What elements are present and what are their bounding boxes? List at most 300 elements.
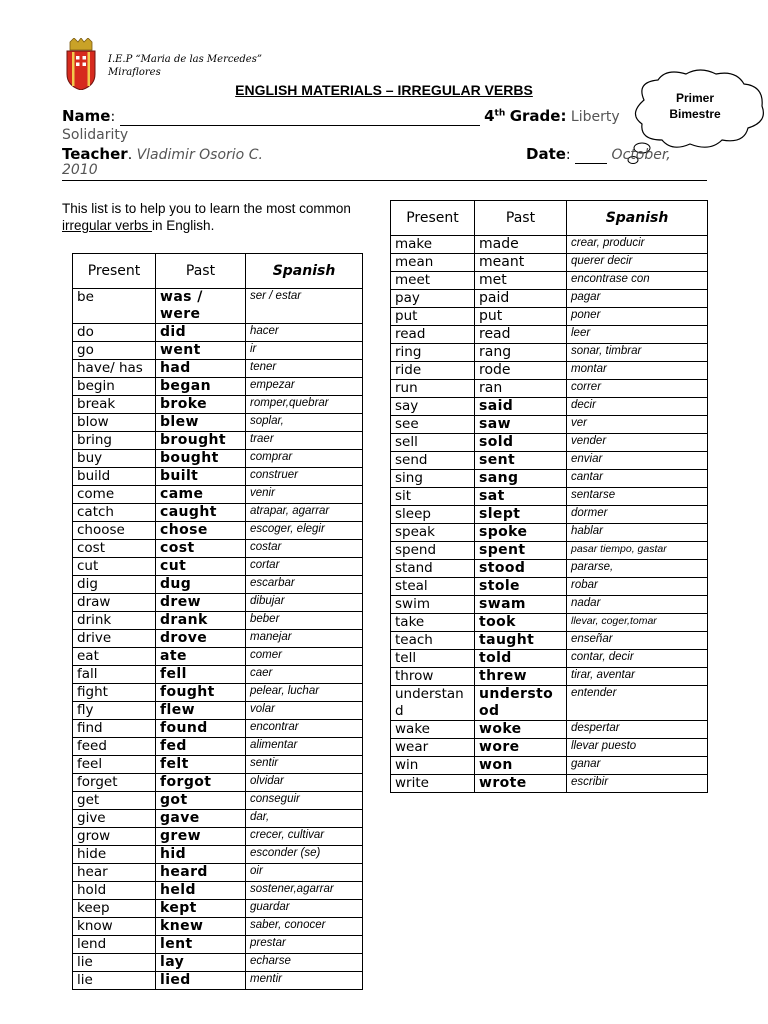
- present-cell: keep: [73, 900, 156, 918]
- past-cell: saw: [475, 416, 567, 434]
- table-row: [73, 289, 363, 324]
- past-cell: lay: [156, 954, 246, 972]
- spanish-cell: saber, conocer: [246, 918, 363, 936]
- header-divider: [62, 180, 707, 181]
- past-cell: heard: [156, 864, 246, 882]
- past-cell: read: [475, 326, 567, 344]
- table-row: [391, 362, 708, 380]
- table-row: [391, 344, 708, 362]
- table-row: [73, 918, 363, 936]
- spanish-cell: correr: [567, 380, 708, 398]
- spanish-cell: tirar, aventar: [567, 668, 708, 686]
- table-row: [73, 576, 363, 594]
- table-row: [73, 900, 363, 918]
- spanish-cell: echarse: [246, 954, 363, 972]
- present-cell: sleep: [391, 506, 475, 524]
- past-cell: did: [156, 324, 246, 342]
- present-cell: send: [391, 452, 475, 470]
- past-cell: rode: [475, 362, 567, 380]
- present-cell: wake: [391, 721, 475, 739]
- present-cell: take: [391, 614, 475, 632]
- date-value: October,: [611, 147, 671, 163]
- table-row: [391, 308, 708, 326]
- past-cell: spent: [475, 542, 567, 560]
- past-cell: had: [156, 360, 246, 378]
- past-cell: sold: [475, 434, 567, 452]
- cloud-label: [652, 90, 738, 122]
- past-cell: woke: [475, 721, 567, 739]
- past-cell: held: [156, 882, 246, 900]
- past-cell: cost: [156, 540, 246, 558]
- table-row: [391, 326, 708, 344]
- spanish-cell: pasar tiempo, gastar: [567, 542, 708, 560]
- col-header-spanish: Spanish: [567, 201, 708, 236]
- spanish-cell: cantar: [567, 470, 708, 488]
- past-cell: won: [475, 757, 567, 775]
- present-cell: dig: [73, 576, 156, 594]
- date-row: Date: October,: [526, 145, 671, 163]
- spanish-cell: ir: [246, 342, 363, 360]
- past-cell: caught: [156, 504, 246, 522]
- past-cell: kept: [156, 900, 246, 918]
- table-row: [391, 596, 708, 614]
- spanish-cell: crear, producir: [567, 236, 708, 254]
- present-cell: hold: [73, 882, 156, 900]
- spanish-cell: encontrar: [246, 720, 363, 738]
- table-row: [73, 432, 363, 450]
- past-cell: gave: [156, 810, 246, 828]
- present-cell: blow: [73, 414, 156, 432]
- table-row: [73, 954, 363, 972]
- past-cell: went: [156, 342, 246, 360]
- year-value: 2010: [62, 162, 98, 178]
- spanish-cell: guardar: [246, 900, 363, 918]
- spanish-cell: olvidar: [246, 774, 363, 792]
- past-cell: taught: [475, 632, 567, 650]
- past-cell: swam: [475, 596, 567, 614]
- date-label: Date: [526, 145, 566, 163]
- spanish-cell: sostener,agarrar: [246, 882, 363, 900]
- present-cell: lend: [73, 936, 156, 954]
- table-header-row: [391, 201, 708, 236]
- past-cell: ran: [475, 380, 567, 398]
- table-row: [73, 414, 363, 432]
- spanish-cell: enviar: [567, 452, 708, 470]
- verb-table-right: [390, 200, 708, 793]
- present-cell: drink: [73, 612, 156, 630]
- intro-after: in English.: [152, 218, 215, 233]
- col-header-spanish: Spanish: [246, 254, 363, 289]
- spanish-cell: pagar: [567, 290, 708, 308]
- past-cell: cut: [156, 558, 246, 576]
- past-cell: fought: [156, 684, 246, 702]
- col-header-present: Present: [73, 254, 156, 289]
- past-cell: began: [156, 378, 246, 396]
- past-cell: sang: [475, 470, 567, 488]
- spanish-cell: atrapar, agarrar: [246, 504, 363, 522]
- present-cell: ring: [391, 344, 475, 362]
- table-row: [73, 828, 363, 846]
- spanish-cell: escarbar: [246, 576, 363, 594]
- table-row: [391, 614, 708, 632]
- present-cell: be: [73, 289, 156, 324]
- present-cell: make: [391, 236, 475, 254]
- table-row: [391, 524, 708, 542]
- present-cell: mean: [391, 254, 475, 272]
- past-cell: wore: [475, 739, 567, 757]
- table-row: [391, 434, 708, 452]
- present-cell: meet: [391, 272, 475, 290]
- spanish-cell: nadar: [567, 596, 708, 614]
- table-row: [73, 774, 363, 792]
- table-row: [73, 972, 363, 990]
- present-cell: bring: [73, 432, 156, 450]
- past-cell: found: [156, 720, 246, 738]
- past-cell: lent: [156, 936, 246, 954]
- spanish-cell: mentir: [246, 972, 363, 990]
- intro-text: [62, 200, 362, 234]
- present-cell: sit: [391, 488, 475, 506]
- spanish-cell: conseguir: [246, 792, 363, 810]
- past-cell: stood: [475, 560, 567, 578]
- table-row: [73, 360, 363, 378]
- grade-value-1: Liberty: [570, 109, 620, 125]
- past-cell: meant: [475, 254, 567, 272]
- present-cell: ride: [391, 362, 475, 380]
- name-blank-line[interactable]: [120, 109, 480, 126]
- past-cell: met: [475, 272, 567, 290]
- table-row: [73, 846, 363, 864]
- present-cell: tell: [391, 650, 475, 668]
- spanish-cell: escoger, elegir: [246, 522, 363, 540]
- past-cell: said: [475, 398, 567, 416]
- table-row: [391, 290, 708, 308]
- past-cell: knew: [156, 918, 246, 936]
- spanish-cell: decir: [567, 398, 708, 416]
- table-row: [73, 936, 363, 954]
- teacher-label: Teacher: [62, 145, 128, 163]
- present-cell: cost: [73, 540, 156, 558]
- past-cell: paid: [475, 290, 567, 308]
- table-row: [391, 650, 708, 668]
- present-cell: catch: [73, 504, 156, 522]
- table-header-row: [73, 254, 363, 289]
- past-cell: sat: [475, 488, 567, 506]
- table-row: [391, 272, 708, 290]
- past-cell: sent: [475, 452, 567, 470]
- cloud-label-line2: Bimestre: [669, 107, 721, 121]
- table-row: [391, 488, 708, 506]
- table-row: [73, 864, 363, 882]
- name-grade-row: Name: 4th Grade: Liberty: [62, 107, 620, 125]
- past-cell: bought: [156, 450, 246, 468]
- present-cell: run: [391, 380, 475, 398]
- present-cell: hear: [73, 864, 156, 882]
- table-row: [391, 416, 708, 434]
- spanish-cell: querer decir: [567, 254, 708, 272]
- spanish-cell: pararse,: [567, 560, 708, 578]
- past-cell: threw: [475, 668, 567, 686]
- spanish-cell: llevar puesto: [567, 739, 708, 757]
- present-cell: choose: [73, 522, 156, 540]
- spanish-cell: tener: [246, 360, 363, 378]
- col-header-past: Past: [156, 254, 246, 289]
- present-cell: speak: [391, 524, 475, 542]
- past-cell: understood: [475, 686, 567, 721]
- table-row: [391, 380, 708, 398]
- table-row: [391, 560, 708, 578]
- spanish-cell: llevar, coger,tomar: [567, 614, 708, 632]
- table-row: [73, 882, 363, 900]
- table-row: [73, 648, 363, 666]
- past-cell: felt: [156, 756, 246, 774]
- present-cell: grow: [73, 828, 156, 846]
- table-row: [391, 739, 708, 757]
- table-row: [73, 666, 363, 684]
- spanish-cell: soplar,: [246, 414, 363, 432]
- teacher-value: Vladimir Osorio C.: [136, 147, 263, 163]
- past-cell: drew: [156, 594, 246, 612]
- past-cell: lied: [156, 972, 246, 990]
- past-cell: fell: [156, 666, 246, 684]
- past-cell: came: [156, 486, 246, 504]
- spanish-cell: ser / estar: [246, 289, 363, 324]
- table-row: [391, 668, 708, 686]
- present-cell: eat: [73, 648, 156, 666]
- spanish-cell: oir: [246, 864, 363, 882]
- table-row: [73, 738, 363, 756]
- present-cell: find: [73, 720, 156, 738]
- intro-link: irregular verbs: [62, 218, 153, 233]
- cloud-label-line1: Primer: [675, 91, 715, 105]
- present-cell: fly: [73, 702, 156, 720]
- grade-superscript: th: [494, 108, 506, 119]
- past-cell: ate: [156, 648, 246, 666]
- present-cell: understand: [391, 686, 475, 721]
- table-row: [73, 594, 363, 612]
- present-cell: give: [73, 810, 156, 828]
- present-cell: fall: [73, 666, 156, 684]
- present-cell: lie: [73, 954, 156, 972]
- table-row: [391, 721, 708, 739]
- table-row: [73, 612, 363, 630]
- present-cell: begin: [73, 378, 156, 396]
- spanish-cell: cortar: [246, 558, 363, 576]
- table-row: [73, 756, 363, 774]
- present-cell: have/ has: [73, 360, 156, 378]
- table-row: [391, 542, 708, 560]
- past-cell: spoke: [475, 524, 567, 542]
- table-row: [73, 450, 363, 468]
- present-cell: do: [73, 324, 156, 342]
- past-cell: rang: [475, 344, 567, 362]
- present-cell: steal: [391, 578, 475, 596]
- table-row: [73, 324, 363, 342]
- present-cell: draw: [73, 594, 156, 612]
- present-cell: forget: [73, 774, 156, 792]
- past-cell: dug: [156, 576, 246, 594]
- present-cell: teach: [391, 632, 475, 650]
- past-cell: hid: [156, 846, 246, 864]
- table-row: [391, 757, 708, 775]
- present-cell: say: [391, 398, 475, 416]
- school-name-line1: I.E.P “Maria de las Mercedes”: [108, 54, 262, 65]
- school-name-line2: Miraflores: [108, 67, 161, 78]
- spanish-cell: dormer: [567, 506, 708, 524]
- past-cell: blew: [156, 414, 246, 432]
- spanish-cell: entender: [567, 686, 708, 721]
- present-cell: fight: [73, 684, 156, 702]
- table-row: [73, 792, 363, 810]
- present-cell: see: [391, 416, 475, 434]
- spanish-cell: enseñar: [567, 632, 708, 650]
- spanish-cell: despertar: [567, 721, 708, 739]
- table-row: [73, 342, 363, 360]
- spanish-cell: venir: [246, 486, 363, 504]
- table-row: [73, 558, 363, 576]
- grade-label: Grade:: [509, 107, 567, 125]
- spanish-cell: comprar: [246, 450, 363, 468]
- school-name: [108, 53, 262, 79]
- col-header-past: Past: [475, 201, 567, 236]
- past-cell: got: [156, 792, 246, 810]
- present-cell: get: [73, 792, 156, 810]
- teacher-row: Teacher. Vladimir Osorio C.: [62, 145, 263, 163]
- present-cell: know: [73, 918, 156, 936]
- spanish-cell: leer: [567, 326, 708, 344]
- past-cell: grew: [156, 828, 246, 846]
- present-cell: wear: [391, 739, 475, 757]
- spanish-cell: crecer, cultivar: [246, 828, 363, 846]
- present-cell: break: [73, 396, 156, 414]
- spanish-cell: robar: [567, 578, 708, 596]
- spanish-cell: empezar: [246, 378, 363, 396]
- spanish-cell: alimentar: [246, 738, 363, 756]
- present-cell: lie: [73, 972, 156, 990]
- present-cell: drive: [73, 630, 156, 648]
- spanish-cell: pelear, luchar: [246, 684, 363, 702]
- past-cell: drove: [156, 630, 246, 648]
- name-label: Name: [62, 107, 111, 125]
- table-row: [73, 378, 363, 396]
- spanish-cell: montar: [567, 362, 708, 380]
- spanish-cell: hacer: [246, 324, 363, 342]
- table-row: [391, 452, 708, 470]
- past-cell: made: [475, 236, 567, 254]
- table-row: [73, 486, 363, 504]
- present-cell: write: [391, 775, 475, 793]
- spanish-cell: encontrase con: [567, 272, 708, 290]
- spanish-cell: construer: [246, 468, 363, 486]
- present-cell: buy: [73, 450, 156, 468]
- past-cell: built: [156, 468, 246, 486]
- present-cell: win: [391, 757, 475, 775]
- table-row: [391, 775, 708, 793]
- table-row: [391, 632, 708, 650]
- present-cell: feel: [73, 756, 156, 774]
- spanish-cell: contar, decir: [567, 650, 708, 668]
- date-blank-line[interactable]: [575, 147, 607, 164]
- spanish-cell: dibujar: [246, 594, 363, 612]
- past-cell: slept: [475, 506, 567, 524]
- table-row: [391, 236, 708, 254]
- present-cell: hide: [73, 846, 156, 864]
- present-cell: feed: [73, 738, 156, 756]
- past-cell: wrote: [475, 775, 567, 793]
- spanish-cell: sentarse: [567, 488, 708, 506]
- past-cell: broke: [156, 396, 246, 414]
- table-row: [73, 396, 363, 414]
- page-title: ENGLISH MATERIALS – IRREGULAR VERBS: [235, 82, 533, 98]
- past-cell: was / were: [156, 289, 246, 324]
- spanish-cell: sentir: [246, 756, 363, 774]
- spanish-cell: traer: [246, 432, 363, 450]
- spanish-cell: romper,quebrar: [246, 396, 363, 414]
- spanish-cell: poner: [567, 308, 708, 326]
- spanish-cell: manejar: [246, 630, 363, 648]
- present-cell: swim: [391, 596, 475, 614]
- present-cell: come: [73, 486, 156, 504]
- intro-before: This list is to help you to learn the most common: [62, 201, 351, 216]
- grade-number: 4: [484, 107, 495, 125]
- col-header-present: Present: [391, 201, 475, 236]
- table-row: [73, 702, 363, 720]
- spanish-cell: caer: [246, 666, 363, 684]
- present-cell: read: [391, 326, 475, 344]
- table-row: [391, 578, 708, 596]
- spanish-cell: costar: [246, 540, 363, 558]
- past-cell: told: [475, 650, 567, 668]
- past-cell: stole: [475, 578, 567, 596]
- table-row: [73, 630, 363, 648]
- spanish-cell: beber: [246, 612, 363, 630]
- present-cell: build: [73, 468, 156, 486]
- table-row: [73, 540, 363, 558]
- present-cell: go: [73, 342, 156, 360]
- past-cell: chose: [156, 522, 246, 540]
- table-row: [391, 686, 708, 721]
- spanish-cell: dar,: [246, 810, 363, 828]
- verb-table-left: [72, 253, 363, 990]
- spanish-cell: vender: [567, 434, 708, 452]
- spanish-cell: esconder (se): [246, 846, 363, 864]
- spanish-cell: sonar, timbrar: [567, 344, 708, 362]
- past-cell: fed: [156, 738, 246, 756]
- present-cell: spend: [391, 542, 475, 560]
- past-cell: put: [475, 308, 567, 326]
- table-row: [73, 468, 363, 486]
- present-cell: pay: [391, 290, 475, 308]
- past-cell: brought: [156, 432, 246, 450]
- table-row: [391, 506, 708, 524]
- past-cell: flew: [156, 702, 246, 720]
- spanish-cell: ganar: [567, 757, 708, 775]
- table-row: [73, 810, 363, 828]
- present-cell: sing: [391, 470, 475, 488]
- spanish-cell: ver: [567, 416, 708, 434]
- table-row: [391, 470, 708, 488]
- table-row: [73, 684, 363, 702]
- present-cell: stand: [391, 560, 475, 578]
- spanish-cell: escribir: [567, 775, 708, 793]
- present-cell: throw: [391, 668, 475, 686]
- present-cell: put: [391, 308, 475, 326]
- present-cell: cut: [73, 558, 156, 576]
- table-row: [391, 254, 708, 272]
- past-cell: drank: [156, 612, 246, 630]
- grade-value-2: Solidarity: [62, 127, 129, 143]
- past-cell: forgot: [156, 774, 246, 792]
